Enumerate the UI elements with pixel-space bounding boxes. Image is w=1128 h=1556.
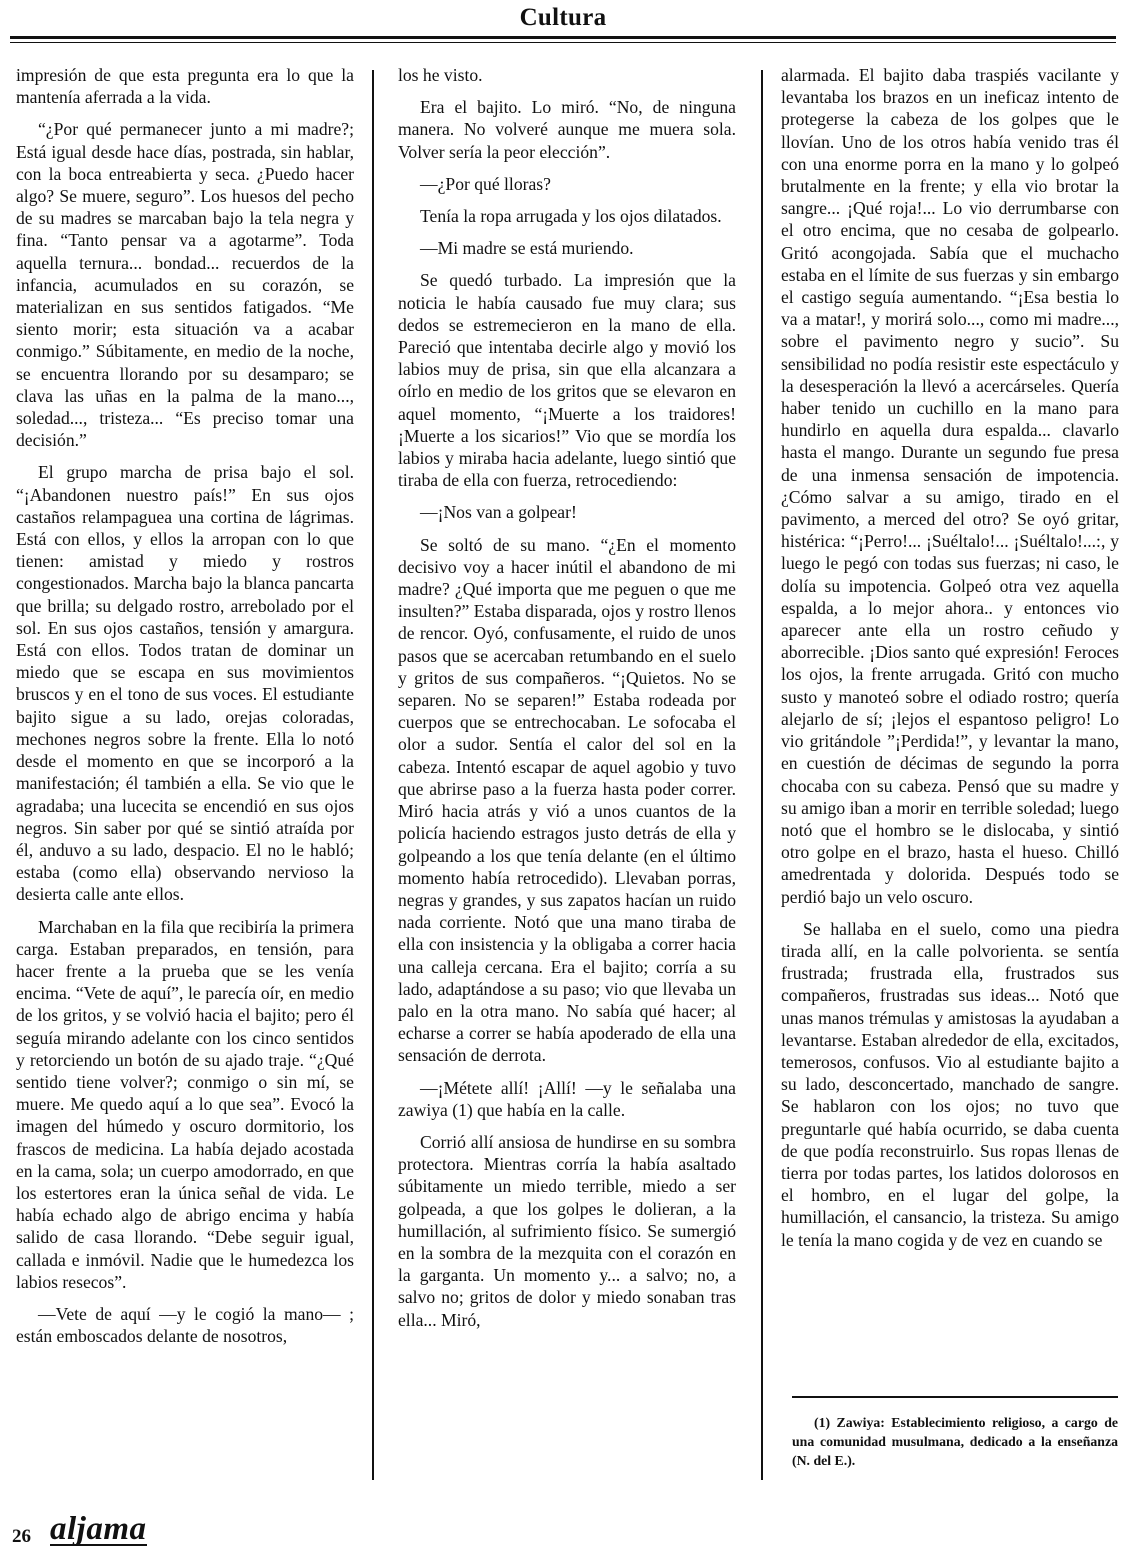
- paragraph: Se soltó de su mano. “¿En el momento decisivo voy a hacer inútil el abandono de mi madre? ¿Qué importa que me peguen o que me insulten?” Estaba disparada, ojos y rostro llenos de rencor. Oyó, confusamente, el ruido de unos pasos que se acercaban retumbando en el suelo y gritos de sus compañeros. “¡Quietos. No se separen. No se separen!” Estaba rodeada por cuerpos que se entrechocaban. Le sofocaba el olor a sudor. Sentía el calor del sol en la cabeza. Intentó escapar de aquel agobio y tuvo que abrirse paso a la fuerza hasta poder correr. Miró hacia atrás y vió a unos cuantos de la policía haciendo estragos justo detrás de ella y golpeando a los que tenía delante (en el último momento había retrocedido). Llevaban porras, negras y grandes, y sus zapatos hacían un ruido nada corriente. Notó que una mano tiraba de ella con insistencia y la obligaba a correr hacia una calleja cercana. Era el bajito; corría a su lado, adaptándose a su paso; vio que llevaba un palo en la otra mano. No sabía qué hacer; al echarse a correr se había apoderado de ella una sensación de derrota.: [398, 534, 736, 1066]
- footnote-rule: [792, 1396, 1118, 1398]
- paragraph: los he visto.: [398, 65, 483, 85]
- column-divider: [761, 70, 763, 1480]
- paragraph: Marchaban en la fila que recibiría la primera carga. Estaban preparados, en tensión, para hacer frente a la prueba que se les venía encima. “Vete de aquí”, le parecía oír, en medio de los gritos, y se volvió hacia el bajito; pero él seguía mirando adelante con los cinco sentidos y retorciendo un botón de su ajado traje. “¿Qué sentido tiene volver?; conmigo o sin mí, se muere. Me quedo aquí a lo que sea”. Evocó la imagen del húmedo y oscuro dormitorio, los frascos de medicina. La había dejado acostada en la cama, sola; un cuerpo amodorrado, en que los estertores eran la única señal de vida. Le había echado algo de abrigo encima y había salido de casa llorando. “Debe seguir igual, callada e inmóvil. Nadie que le humedezca los labios resecos”.: [16, 916, 354, 1292]
- paragraph: Era el bajito. Lo miró. “No, de ninguna manera. No volveré aunque me muera sola. Volver sería la peor elección”.: [398, 97, 736, 162]
- text-column-2: [398, 64, 736, 1341]
- paragraph: —¿Por qué lloras?: [420, 173, 551, 194]
- page-number: 26: [12, 1526, 31, 1547]
- header-rule-thick: [10, 36, 1116, 39]
- footnote: [792, 1413, 1118, 1470]
- footnote-marker: (1): [814, 1415, 831, 1430]
- paragraph: —¡Nos van a golpear!: [420, 502, 577, 523]
- text-column-1: [16, 64, 354, 1357]
- section-title: Cultura: [519, 4, 607, 31]
- paragraph: alarmada. El bajito daba traspiés vacilante y levantaba los brazos en un ineficaz intento de protegerse la cabeza de los golpes que le llovían. Uno de los otros había venido tras él con una enorme porra en la mano y lo golpeó brutalmente en la frente; y ella vio brotar la sangre... ¡Qué roja!... Lo vio derrumbarse con el otro encima, que no cesaba de golpearlo. Gritó acongojada. Sabía que el muchacho estaba en el límite de sus fuerzas y sin embargo el castigo seguía aumentando. “¡Esa bestia lo va a matar!, y morirá solo..., como mi madre..., sobre el pavimento negro y sucio”. Su sensibilidad no podía resistir este espectáculo y la desesperación la llevó a acercárseles. Quería haber tenido un cuchillo en la mano para hundirlo en aquella dura espalda... clavarlo hasta el mango. Durante un segundo fue presa de una inmensa sensación de impotencia. ¿Cómo salvar a su amigo, tirado en el pavimento, a merced del otro? Se oyó gritar, histérica: “¡Perro!... ¡Suéltalo!... ¡Suéltalo!...:, y luego le pegó con todas sus fuerzas; ni caso, le dolía su impotencia. Golpeó otra vez aquella espalda, a lo mejor ahora.. y entonces vio aparecer ante ella un rostro ceñudo y aborrecible. ¡Dios santo qué expresión! Feroces los ojos, la frente arrugada. Gritó con mucho susto y manoteó sobre el odiado rostro; quería alejarlo de sí; ¡lejos el espantoso peligro! Lo vio gritándole ”¡Perdida!”, y levantar la mano, en cuestión de décimas de segundo la porra chocaba con su cabeza. Pensó que su madre y su amigo iban a morir en terrible soledad; luego notó que el hombro se le dislocaba, y sintió otro golpe en el brazo, hasta el hueso. Chilló amedrentada y dolorida. Después todo se perdió bajo un velo oscuro.: [781, 65, 1119, 907]
- column-divider: [372, 70, 374, 1480]
- paragraph: Corrió allí ansiosa de hundirse en su sombra protectora. Mientras corría la había asaltado súbitamente un miedo terrible, miedo a ser golpeada, a que los golpes le dolieran, a la humillación, al sufrimiento físico. Se sumergió en la sombra de la mezquita con el corazón en la garganta. Un momento y... a salvo; no, a salvo no; gritos de dolor y miedo sonaban tras ella... Miró,: [398, 1131, 736, 1330]
- paragraph: El grupo marcha de prisa bajo el sol. “¡Abandonen nuestro país!” En sus ojos castaños relampaguea una cortina de lágrimas. Está con ellos, y ellos la arropan con lo que tienen: amistad y miedo y rostros congestionados. Marcha bajo la blanca pancarta que brilla; su delgado rostro, arrebolado por el sol. En sus ojos castaños, tensión y amargura. Está con ellos. Todos tratan de dominar un miedo que se escapa en sus movimientos bruscos y en el tono de sus voces. El estudiante bajito sigue a su lado, orejas coloradas, mechones negros sobre la frente. Ella lo notó desde el momento en que se incorporó a la manifestación; él también a ella. Se vio que le agradaba; una lucecita se encendió en sus ojos negros. Sin saber por qué se sintió atraída por él, anduvo a su lado, despacio. El no le habló; estaba (como ella) observando nervioso la desierta calle ante ellos.: [16, 462, 354, 905]
- paragraph: —Mi madre se está muriendo.: [420, 238, 634, 259]
- text-column-3: [781, 64, 1119, 1261]
- paragraph: —¡Métete allí! ¡Allí! —y le señalaba una zawiya (1) que había en la calle.: [398, 1077, 736, 1120]
- magazine-logo: aljama: [50, 1511, 147, 1547]
- paragraph: impresión de que esta pregunta era lo que la mantenía aferrada a la vida.: [16, 65, 354, 108]
- paragraph: “¿Por qué permanecer junto a mi madre?; Está igual desde hace días, postrada, sin hablar, con la boca entreabierta y seca. ¿Puedo hacer algo? Se muere, seguro”. Los huesos del pecho de su madres se marcaban bajo la tela negra y fina. “Tanto pensar va a agotarme”. Toda aquella ternura... bondad... recuerdos de la infancia, acumulados en su corazón, se materializan en sus sentidos fatigados. “Me siento morir; esta situación va a acabar conmigo.” Súbitamente, en medio de la noche, se encuentra llorando por su desamparo; se clava las uñas en la palma de la mano..., soledad..., tristeza... “Es preciso tomar una decisión.”: [16, 119, 354, 451]
- paragraph: Se quedó turbado. La impresión que la noticia le había causado fue muy clara; sus dedos se estremecieron en la mano de ella. Pareció que intentaba decirle algo y movió los labios muy de prisa, sin que ella alcanzara a oírlo en medio de los gritos que se elevaron en aquel momento, “¡Muerte a los traidores! ¡Muerte a los sicarios!” Vio que se mordía los labios y miraba hacia adelante, luego sintió que tiraba de ella con fuerza, retrocediendo:: [398, 270, 736, 491]
- paragraph: Tenía la ropa arrugada y los ojos dilatados.: [420, 206, 722, 227]
- paragraph: Se hallaba en el suelo, como una piedra tirada allí, en la calle polvorienta. se sentía frustrada; frustrada ella, frustrados sus compañeros, frustradas sus ideas... Notó que unas manos trémulas y amistosas la ayudaban a levantarse. Estaban alrededor de ella, excitados, temerosos, confusos. Vio al estudiante bajito a su lado, desconcertado, manchado de sangre. Se hablaron con los ojos; no tuvo que preguntarle qué había ocurrido, se daba cuenta de que podía reconstruirlo. Sus ropas llenas de tierra por todas partes, los latidos dolorosos en el hombro, en el lugar del golpe, la humillación, el cansancio, la tristeza. Su amigo le tenía la mano cogida y de vez en cuando se: [781, 918, 1119, 1250]
- page-header: [10, 0, 1116, 50]
- paragraph: —Vete de aquí —y le cogió la mano— ; están emboscados delante de nosotros,: [16, 1303, 354, 1347]
- header-rule-thin: [10, 42, 1116, 43]
- footnote-text: Zawiya: Establecimiento religioso, a cargo de una comunidad musulmana, dedicado a la enseñanza (N. del E.).: [792, 1415, 1118, 1468]
